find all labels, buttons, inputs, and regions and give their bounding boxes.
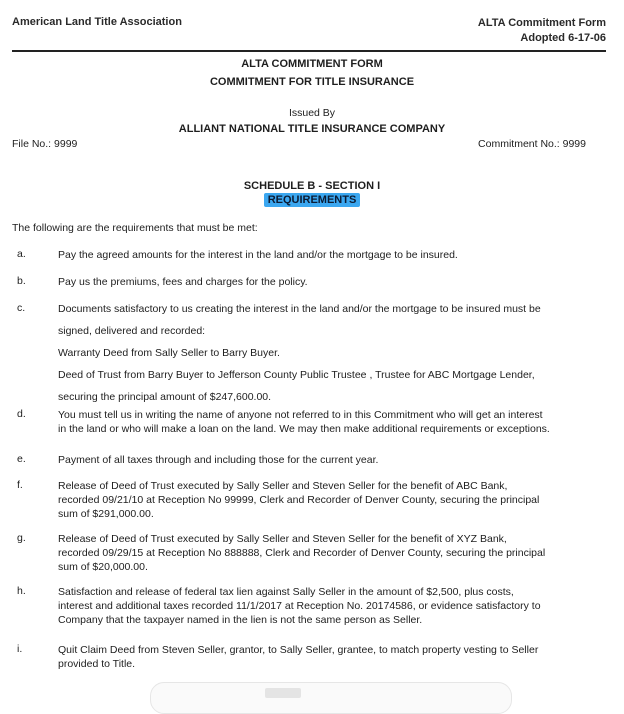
form-name: ALTA Commitment Form <box>477 17 606 29</box>
requirement-text <box>58 479 613 521</box>
requirement-letter: i. <box>17 643 23 655</box>
requirements-heading-wrap <box>0 193 624 207</box>
requirements-intro: The following are the requirements that must be met: <box>12 222 258 234</box>
requirement-text-line: sum of $291,000.00. <box>58 508 154 520</box>
requirement-text-line: Pay the agreed amounts for the interest in the land and/or the mortgage to be insured. <box>58 249 458 261</box>
commitment-number: Commitment No.: 9999 <box>478 138 586 150</box>
requirement-text-line: recorded 09/29/15 at Reception No 888888, Clerk and Recorder of Denver County, securing the principal <box>58 547 546 559</box>
document-title: ALTA COMMITMENT FORM <box>241 58 383 70</box>
requirement-text-line: Warranty Deed from Sally Seller to Barry Buyer. <box>58 347 280 359</box>
schedule-heading: SCHEDULE B - SECTION I <box>243 180 381 192</box>
requirement-letter: a. <box>17 248 26 260</box>
requirement-text-line: Deed of Trust from Barry Buyer to Jefferson County Public Trustee , Trustee for ABC Mortgage Lender, <box>58 369 535 381</box>
requirement-text <box>58 248 613 262</box>
requirement-text-line: signed, delivered and recorded: <box>58 325 206 337</box>
requirement-text-line: Release of Deed of Trust executed by Sally Seller and Steven Seller for the benefit of ABC Bank, <box>58 480 508 492</box>
requirement-text-line: recorded 09/21/10 at Reception No 99999, Clerk and Recorder of Denver County, securing the principal <box>58 494 540 506</box>
document-subtitle: COMMITMENT FOR TITLE INSURANCE <box>209 76 415 88</box>
requirement-text <box>58 453 613 467</box>
requirement-text <box>58 643 613 671</box>
requirement-text <box>58 302 613 404</box>
requirement-letter: d. <box>17 408 26 420</box>
page-bottom-toolbar-ghost <box>150 682 512 714</box>
requirement-text-line: securing the principal amount of $247,600.00. <box>58 391 272 403</box>
requirement-letter: e. <box>17 453 26 465</box>
requirement-letter: g. <box>17 532 26 544</box>
requirement-text <box>58 408 613 436</box>
requirement-text <box>58 275 613 289</box>
requirement-text-line: Release of Deed of Trust executed by Sally Seller and Steven Seller for the benefit of XYZ Bank, <box>58 533 507 545</box>
requirement-letter: h. <box>17 585 26 597</box>
file-number: File No.: 9999 <box>12 138 78 150</box>
requirement-text-line: You must tell us in writing the name of anyone not referred to in this Commitment who will get an interest <box>58 409 543 421</box>
requirement-text-line: Payment of all taxes through and including those for the current year. <box>58 454 379 466</box>
requirement-letter: f. <box>17 479 23 491</box>
header-divider <box>12 50 606 52</box>
requirements-heading-highlighted[interactable]: REQUIREMENTS <box>264 193 361 207</box>
issued-by-label: Issued By <box>288 107 336 119</box>
requirement-text-line: Company that the taxpayer named in the lien is not the same person as Seller. <box>58 614 423 626</box>
requirement-text-line: provided to Title. <box>58 658 136 670</box>
form-adopted-date: Adopted 6-17-06 <box>520 32 606 44</box>
header-form-info <box>478 16 606 46</box>
requirement-text <box>58 585 613 627</box>
requirement-text-line: in the land or who will make a loan on the land. We may then make additional requirements or exceptions. <box>58 423 550 435</box>
requirement-text-line: Satisfaction and release of federal tax lien against Sally Seller in the amount of $2,500, plus costs, <box>58 586 514 598</box>
requirement-text <box>58 532 613 574</box>
requirement-letter: b. <box>17 275 26 287</box>
toolbar-ghost-chip <box>265 688 301 698</box>
requirement-text-line: sum of $20,000.00. <box>58 561 148 573</box>
issuing-company: ALLIANT NATIONAL TITLE INSURANCE COMPANY <box>178 123 446 135</box>
requirement-text-line: Quit Claim Deed from Steven Seller, grantor, to Sally Seller, grantee, to match property vesting to Seller <box>58 644 539 656</box>
requirement-text-line: Pay us the premiums, fees and charges for the policy. <box>58 276 308 288</box>
requirement-letter: c. <box>17 302 26 314</box>
requirement-text-line: interest and additional taxes recorded 11/1/2017 at Reception No. 20174586, or evidence satisfactory to <box>58 600 541 612</box>
header-organization: American Land Title Association <box>12 16 182 28</box>
requirement-text-line: Documents satisfactory to us creating the interest in the land and/or the mortgage to be insured must be <box>58 303 541 315</box>
